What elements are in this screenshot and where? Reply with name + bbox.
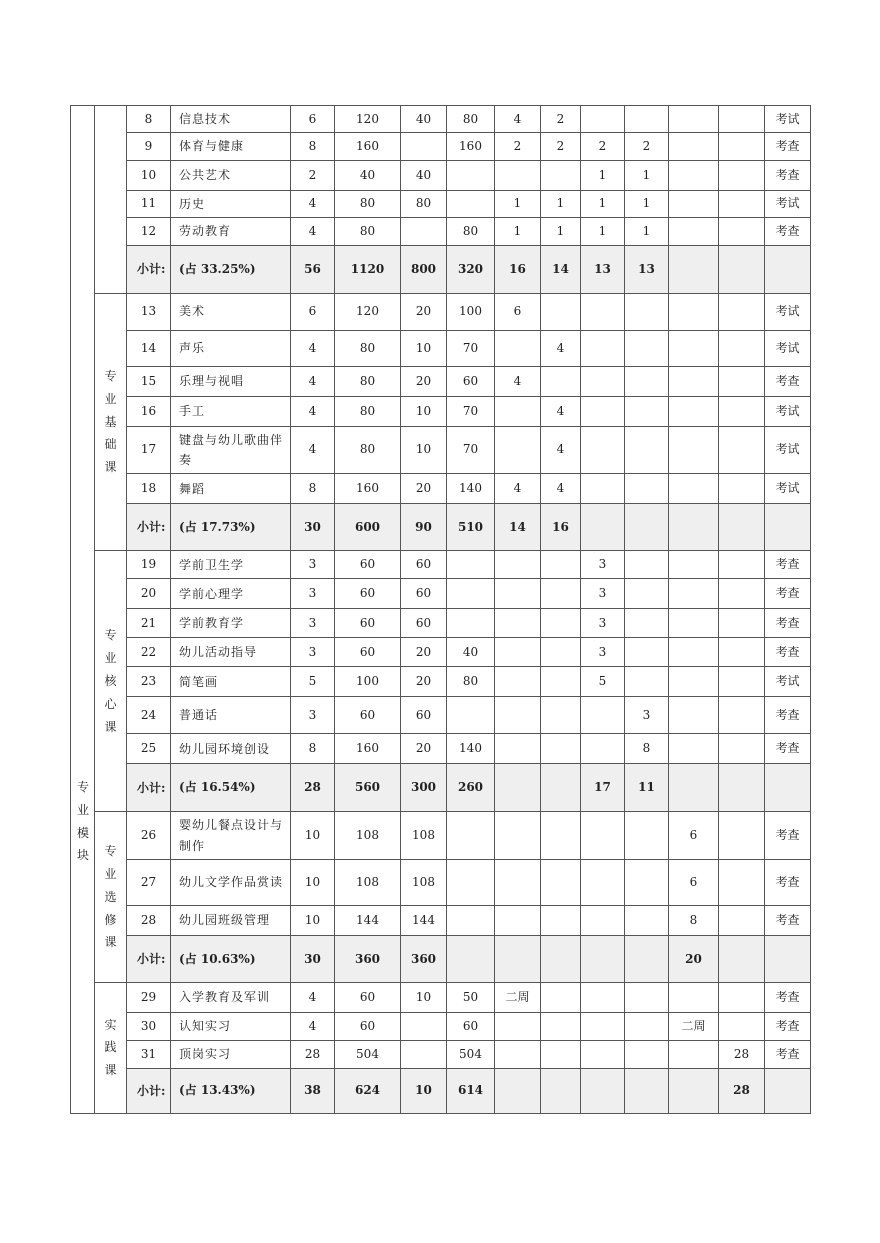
assessment: 考查 <box>765 366 811 396</box>
course-name: 信息技术 <box>171 106 291 133</box>
assessment: 考查 <box>765 1040 811 1068</box>
course-name: 幼儿文学作品赏读 <box>171 860 291 906</box>
subtotal-label: 小计: <box>127 764 171 812</box>
assessment: 考查 <box>765 812 811 860</box>
assessment: 考查 <box>765 734 811 764</box>
assessment: 考试 <box>765 396 811 426</box>
course-name: 简笔画 <box>171 667 291 697</box>
subtotal-row: 小计: (占 17.73%) 30 600 90 510 14 16 <box>71 504 811 551</box>
assessment: 考查 <box>765 983 811 1013</box>
course-name: 幼儿活动指导 <box>171 638 291 667</box>
table-row: 12 劳动教育 4 80 80 1 1 1 1 考查 <box>71 218 811 245</box>
course-name: 认知实习 <box>171 1013 291 1040</box>
assessment: 考查 <box>765 218 811 245</box>
subtotal-percent: (占 33.25%) <box>171 245 291 293</box>
course-name: 顶岗实习 <box>171 1040 291 1068</box>
subtotal-percent: (占 13.43%) <box>171 1068 291 1113</box>
course-name: 劳动教育 <box>171 218 291 245</box>
table-row: 8 信息技术 6 120 40 80 4 2 考试 <box>71 106 811 133</box>
assessment: 考查 <box>765 133 811 160</box>
table-row: 30 认知实习 4 60 60 二周 考查 <box>71 1013 811 1040</box>
assessment: 考查 <box>765 1013 811 1040</box>
subtotal-percent: (占 10.63%) <box>171 936 291 983</box>
assessment: 考查 <box>765 697 811 734</box>
subtotal-row: 小计: (占 10.63%) 30 360 360 20 <box>71 936 811 983</box>
course-name: 舞蹈 <box>171 474 291 504</box>
course-name: 学前教育学 <box>171 609 291 638</box>
category-label: 专业选修课 <box>95 812 127 983</box>
subtotal-label: 小计: <box>127 245 171 293</box>
table-row: 11 历史 4 80 80 1 1 1 1 考试 <box>71 190 811 217</box>
course-name: 声乐 <box>171 330 291 366</box>
course-name: 学前心理学 <box>171 579 291 609</box>
outer-category-label: 专业模块 <box>77 780 90 863</box>
assessment: 考试 <box>765 190 811 217</box>
table-row: 专业选修课 26 婴幼儿餐点设计与制作 10 108 108 6 考查 <box>71 812 811 860</box>
group1-category-cell <box>95 106 127 294</box>
course-name: 幼儿园班级管理 <box>171 906 291 936</box>
subtotal-row: 小计: (占 13.43%) 38 624 10 614 28 <box>71 1068 811 1113</box>
table-row: 17 键盘与幼儿歌曲伴奏 4 80 10 70 4 考试 <box>71 426 811 474</box>
subtotal-percent: (占 17.73%) <box>171 504 291 551</box>
category-label: 专业基础课 <box>95 293 127 551</box>
assessment: 考查 <box>765 609 811 638</box>
assessment: 考查 <box>765 638 811 667</box>
course-schedule-table <box>70 105 811 1114</box>
table-row: 专业基础课 13 美术 6 120 20 100 6 考试 <box>71 293 811 330</box>
table-row: 14 声乐 4 80 10 70 4 考试 <box>71 330 811 366</box>
assessment: 考试 <box>765 667 811 697</box>
assessment: 考查 <box>765 551 811 579</box>
subtotal-row: 小计: (占 16.54%) 28 560 300 260 17 11 <box>71 764 811 812</box>
course-name: 美术 <box>171 293 291 330</box>
assessment: 考查 <box>765 906 811 936</box>
course-name: 乐理与视唱 <box>171 366 291 396</box>
outer-category-cell <box>71 106 95 1114</box>
table-row: 25 幼儿园环境创设 8 160 20 140 8 考查 <box>71 734 811 764</box>
category-label: 实践课 <box>95 983 127 1113</box>
table-row: 专业核心课 19 学前卫生学 3 60 60 3 考查 <box>71 551 811 579</box>
table-row: 31 顶岗实习 28 504 504 28 考查 <box>71 1040 811 1068</box>
course-name: 体育与健康 <box>171 133 291 160</box>
subtotal-label: 小计: <box>127 504 171 551</box>
table-row: 24 普通话 3 60 60 3 考查 <box>71 697 811 734</box>
table-row: 16 手工 4 80 10 70 4 考试 <box>71 396 811 426</box>
table-row: 28 幼儿园班级管理 10 144 144 8 考查 <box>71 906 811 936</box>
table-row: 18 舞蹈 8 160 20 140 4 4 考试 <box>71 474 811 504</box>
course-name: 键盘与幼儿歌曲伴奏 <box>171 426 291 474</box>
subtotal-label: 小计: <box>127 936 171 983</box>
table-row: 27 幼儿文学作品赏读 10 108 108 6 考查 <box>71 860 811 906</box>
course-name: 幼儿园环境创设 <box>171 734 291 764</box>
assessment: 考查 <box>765 160 811 190</box>
course-name: 入学教育及军训 <box>171 983 291 1013</box>
table-row: 20 学前心理学 3 60 60 3 考查 <box>71 579 811 609</box>
course-name: 婴幼儿餐点设计与制作 <box>171 812 291 860</box>
assessment: 考试 <box>765 474 811 504</box>
course-name: 手工 <box>171 396 291 426</box>
subtotal-percent: (占 16.54%) <box>171 764 291 812</box>
category-label: 专业核心课 <box>95 551 127 812</box>
assessment: 考试 <box>765 106 811 133</box>
assessment: 考试 <box>765 330 811 366</box>
table-row: 9 体育与健康 8 160 160 2 2 2 2 考查 <box>71 133 811 160</box>
table-row: 实践课 29 入学教育及军训 4 60 10 50 二周 考查 <box>71 983 811 1013</box>
assessment: 考试 <box>765 293 811 330</box>
subtotal-label: 小计: <box>127 1068 171 1113</box>
table-row: 10 公共艺术 2 40 40 1 1 考查 <box>71 160 811 190</box>
table-row: 15 乐理与视唱 4 80 20 60 4 考查 <box>71 366 811 396</box>
course-name: 公共艺术 <box>171 160 291 190</box>
table-row: 23 简笔画 5 100 20 80 5 考试 <box>71 667 811 697</box>
table-row: 22 幼儿活动指导 3 60 20 40 3 考查 <box>71 638 811 667</box>
assessment: 考查 <box>765 579 811 609</box>
subtotal-row: 小计: (占 33.25%) 56 1120 800 320 16 14 13 13 <box>71 245 811 293</box>
course-name: 普通话 <box>171 697 291 734</box>
assessment: 考查 <box>765 860 811 906</box>
course-name: 历史 <box>171 190 291 217</box>
assessment: 考试 <box>765 426 811 474</box>
course-name: 学前卫生学 <box>171 551 291 579</box>
table-row: 21 学前教育学 3 60 60 3 考查 <box>71 609 811 638</box>
